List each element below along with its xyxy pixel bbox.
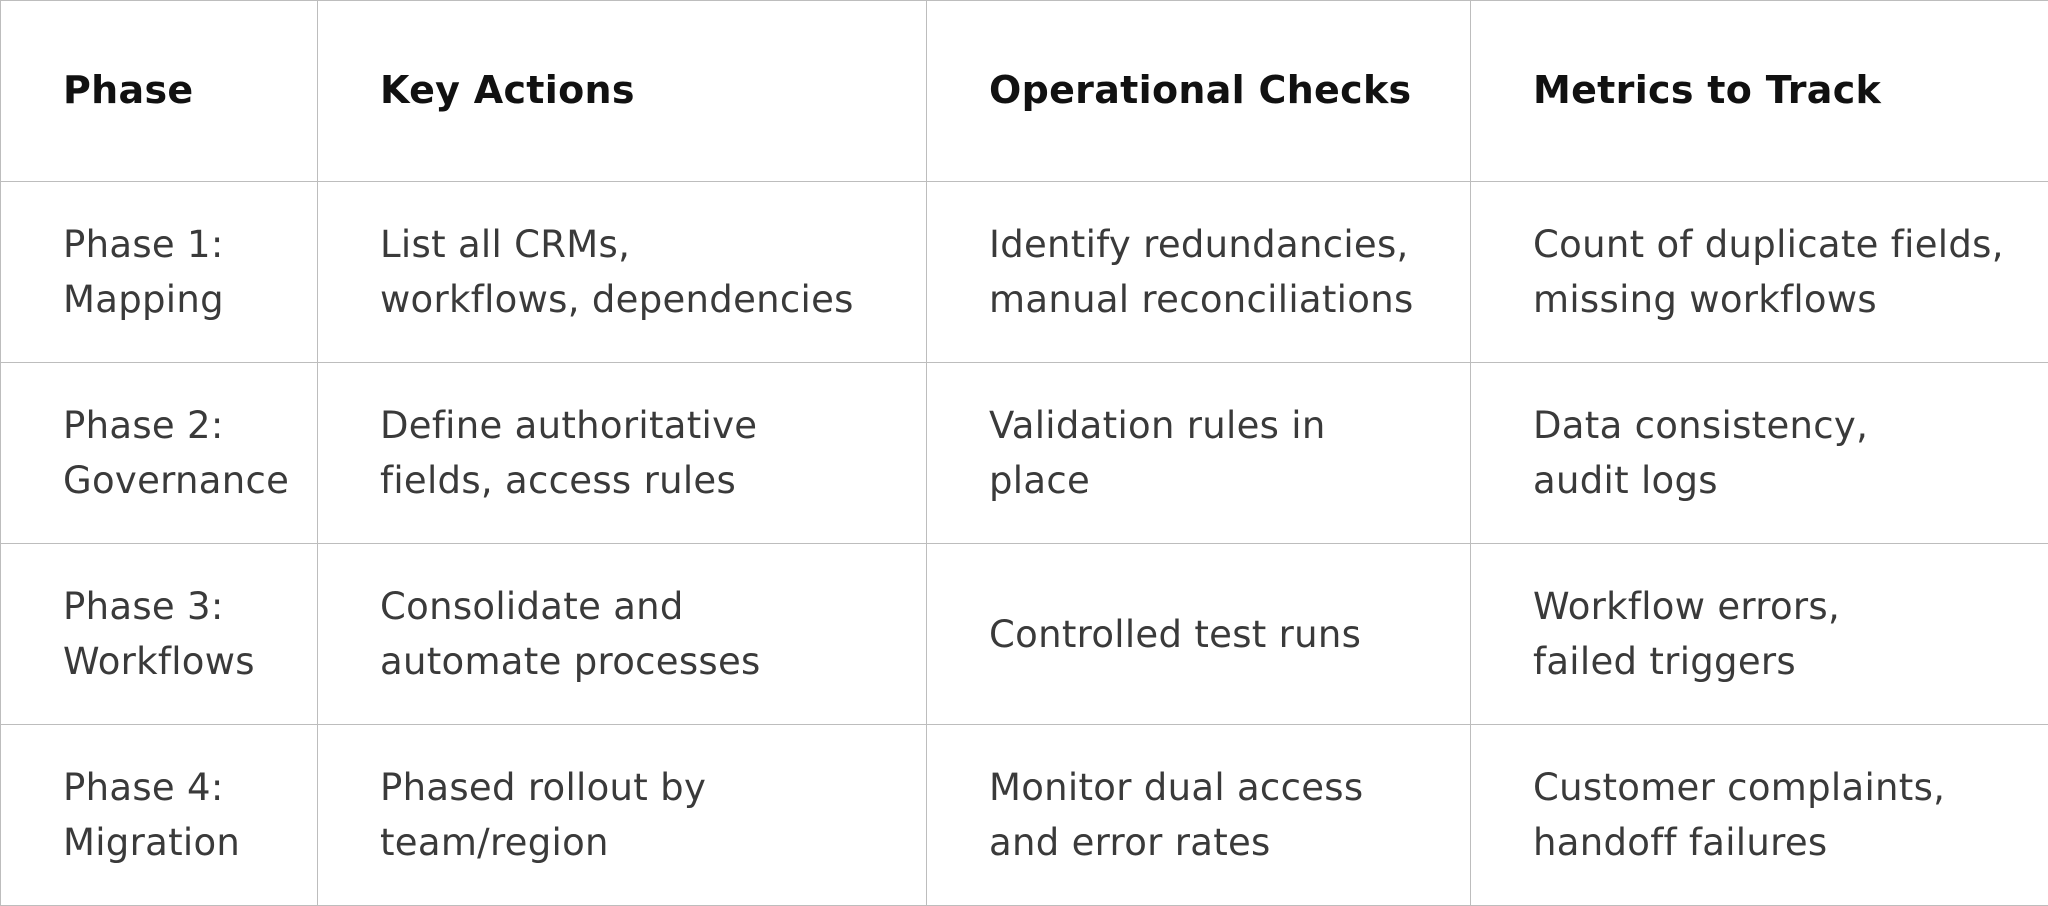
table-row bbox=[1, 182, 2048, 363]
table-row bbox=[1, 725, 2048, 906]
cell-operational-checks: Identify redundancies, manual reconciliations bbox=[927, 182, 1471, 363]
cell-metrics-to-track: Data consistency, audit logs bbox=[1471, 363, 2048, 544]
cell-phase: Phase 3: Workflows bbox=[1, 544, 318, 725]
cell-operational-checks: Controlled test runs bbox=[927, 544, 1471, 725]
header-metrics-to-track: Metrics to Track bbox=[1471, 1, 2048, 182]
cell-operational-checks: Monitor dual access and error rates bbox=[927, 725, 1471, 906]
cell-key-actions: Define authoritative fields, access rules bbox=[318, 363, 927, 544]
cell-key-actions: Phased rollout by team/region bbox=[318, 725, 927, 906]
cell-phase: Phase 2: Governance bbox=[1, 363, 318, 544]
cell-metrics-to-track: Workflow errors, failed triggers bbox=[1471, 544, 2048, 725]
header-phase: Phase bbox=[1, 1, 318, 182]
header-operational-checks: Operational Checks bbox=[927, 1, 1471, 182]
cell-phase: Phase 4: Migration bbox=[1, 725, 318, 906]
cell-key-actions: List all CRMs, workflows, dependencies bbox=[318, 182, 927, 363]
cell-operational-checks: Validation rules in place bbox=[927, 363, 1471, 544]
header-key-actions: Key Actions bbox=[318, 1, 927, 182]
cell-phase: Phase 1: Mapping bbox=[1, 182, 318, 363]
table-row bbox=[1, 544, 2048, 725]
cell-metrics-to-track: Customer complaints, handoff failures bbox=[1471, 725, 2048, 906]
cell-key-actions: Consolidate and automate processes bbox=[318, 544, 927, 725]
table-row bbox=[1, 363, 2048, 544]
cell-metrics-to-track: Count of duplicate fields, missing workflows bbox=[1471, 182, 2048, 363]
table-header-row bbox=[1, 1, 2048, 182]
